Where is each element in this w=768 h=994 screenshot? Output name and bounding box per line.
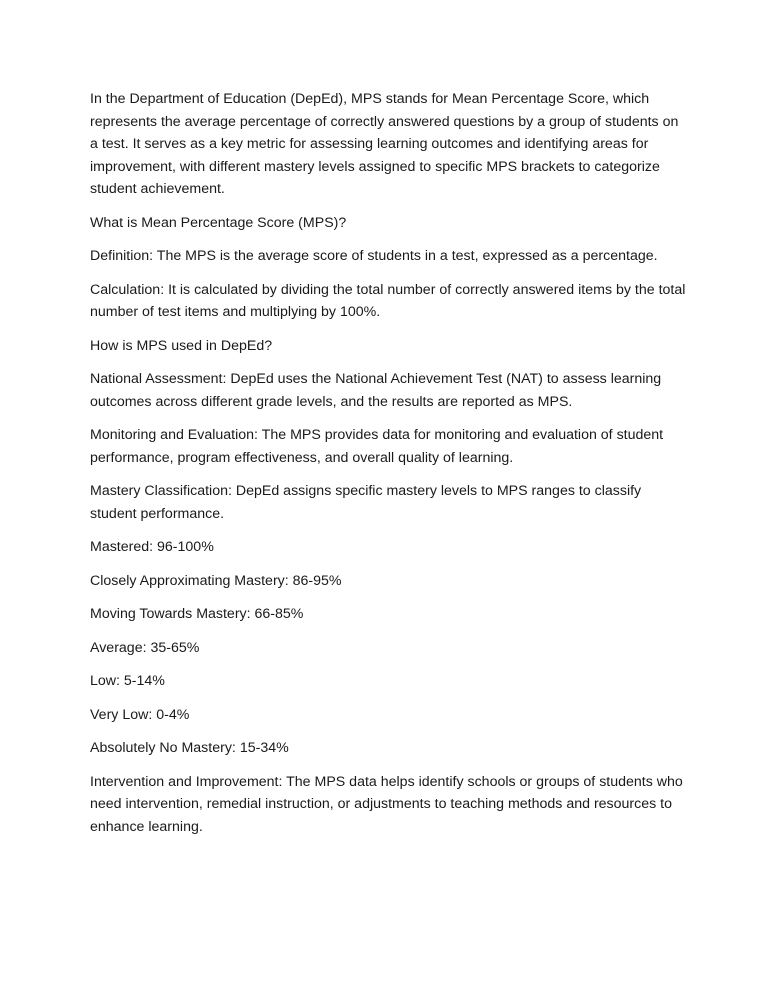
national-assessment-paragraph: National Assessment: DepEd uses the National Achievement Test (NAT) to assess learning outcomes across different grade levels, and the results are reported as MPS.: [90, 371, 662, 410]
mastery-level-mastered: Mastered: 96-100%: [90, 539, 214, 555]
mastery-level-absolutely-no-mastery: Absolutely No Mastery: 15-34%: [90, 740, 289, 756]
document-body: [90, 88, 690, 849]
intervention-paragraph: Intervention and Improvement: The MPS data helps identify schools or groups of students who need intervention, remedial instruction, or adjustments to teaching methods and resources to enhance learning.: [90, 773, 683, 835]
mastery-classification-paragraph: Mastery Classification: DepEd assigns specific mastery levels to MPS ranges to classify student performance.: [90, 483, 642, 522]
mastery-level-closely-approximating: Closely Approximating Mastery: 86-95%: [90, 572, 342, 589]
mastery-level-low: Low: 5-14%: [90, 673, 165, 689]
monitoring-paragraph: Monitoring and Evaluation: The MPS provides data for monitoring and evaluation of student performance, program effectiveness, and overall quality of learning.: [90, 427, 664, 466]
intro-paragraph: In the Department of Education (DepEd), MPS stands for Mean Percentage Score, which represents the average percentage of correctly answered questions by a group of students on a test. It serves as a key metric for assessing learning outcomes and identifying areas for improvement, with different mastery levels assigned to specific MPS brackets to categorize student achievement.: [90, 91, 679, 197]
calculation-paragraph: Calculation: It is calculated by dividing the total number of correctly answered items by the total number of test items and multiplying by 100%.: [90, 281, 686, 320]
mastery-level-moving-towards: Moving Towards Mastery: 66-85%: [90, 606, 304, 622]
mastery-level-very-low: Very Low: 0-4%: [90, 706, 190, 723]
mastery-level-average: Average: 35-65%: [90, 639, 200, 656]
heading-how-used: How is MPS used in DepEd?: [90, 337, 273, 354]
heading-what-is-mps: What is Mean Percentage Score (MPS)?: [90, 214, 347, 231]
definition-paragraph: Definition: The MPS is the average score of students in a test, expressed as a percentage.: [90, 248, 658, 264]
